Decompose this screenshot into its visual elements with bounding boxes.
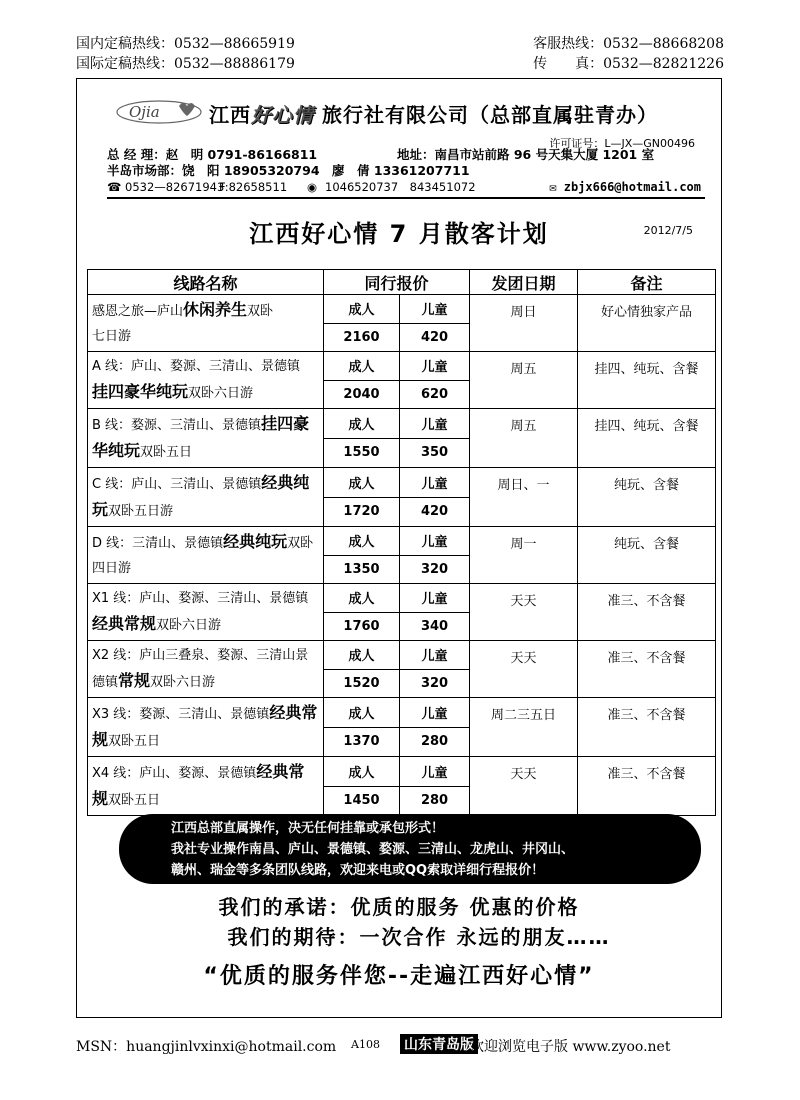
departure-days: 周五 xyxy=(470,409,578,468)
address: 地址：南昌市站前路 96 号天集大厦 1201 室 xyxy=(397,147,655,162)
adult-price: 1550 xyxy=(324,438,400,468)
table-row xyxy=(88,409,716,439)
departure-days: 天天 xyxy=(470,757,578,816)
email-address[interactable] xyxy=(549,180,701,194)
adult-price: 1350 xyxy=(324,555,400,584)
route-note: 挂四、纯玩、含餐 xyxy=(578,409,716,468)
departure-days: 周一 xyxy=(470,527,578,584)
route-note: 准三、不含餐 xyxy=(578,757,716,816)
adult-price: 2160 xyxy=(324,323,400,352)
departure-days: 周五 xyxy=(470,352,578,409)
plan-date: 2012/7/5 xyxy=(643,224,693,237)
route-name xyxy=(88,698,324,757)
route-note: 挂四、纯玩、含餐 xyxy=(578,352,716,409)
table-row xyxy=(88,352,716,381)
child-label: 儿童 xyxy=(400,295,470,324)
adult-price: 1370 xyxy=(324,727,400,757)
child-label: 儿童 xyxy=(400,352,470,381)
route-name-part: X4 线：庐山、婺源、景德镇 xyxy=(92,766,257,781)
adult-price: 1520 xyxy=(324,669,400,698)
route-name xyxy=(88,527,324,584)
route-name-suffix: 双卧五日 xyxy=(140,445,193,460)
route-name xyxy=(88,641,324,698)
adult-label: 成人 xyxy=(324,527,400,556)
plan-title: 江西好心情 7 月散客计划 xyxy=(249,220,549,248)
table-row xyxy=(88,584,716,613)
header-price: 同行报价 xyxy=(324,270,470,295)
routes-table xyxy=(87,269,716,816)
table-header-row xyxy=(88,270,716,295)
route-name-part: C 线：庐山、三清山、景德镇 xyxy=(92,477,262,492)
hotline-right xyxy=(533,34,724,74)
child-label: 儿童 xyxy=(400,757,470,787)
departure-days: 周日 xyxy=(470,295,578,352)
company-name-highlight: 好心情 xyxy=(251,103,314,127)
page-number: A108 xyxy=(351,1038,380,1051)
route-name-part: B 线：婺源、三清山、景德镇 xyxy=(92,418,262,433)
route-name xyxy=(88,352,324,409)
qq-numbers: 1046520737 843451072 xyxy=(325,180,476,194)
market-dept: 半岛市场部：饶 阳 18905320794 廖 倩 13361207711 xyxy=(107,163,470,178)
child-price: 350 xyxy=(400,438,470,468)
website-link[interactable]: 欢迎浏览电子版 www.zyoo.net xyxy=(470,1039,671,1055)
table-row xyxy=(88,641,716,670)
route-note: 准三、不含餐 xyxy=(578,698,716,757)
company-logo xyxy=(115,97,203,125)
fax-number: 传 真：0532—82821226 xyxy=(533,56,724,72)
route-name xyxy=(88,757,324,816)
promise-line-2: 我们的期待：一次合作 永远的朋友…… xyxy=(227,925,611,949)
intl-hotline: 国际定稿热线：0532—88886179 xyxy=(76,56,295,72)
email-text: zbjx666@hotmail.com xyxy=(563,180,701,194)
route-name-suffix: 双卧五日 xyxy=(108,793,161,808)
route-name-highlight: 常规 xyxy=(118,671,151,690)
route-name-highlight: 经典常规 xyxy=(92,703,318,749)
child-label: 儿童 xyxy=(400,468,470,498)
adult-price: 1450 xyxy=(324,786,400,816)
route-name-part: A 线：庐山、婺源、三清山、景德镇 xyxy=(92,359,301,374)
route-name xyxy=(88,584,324,641)
route-note: 准三、不含餐 xyxy=(578,584,716,641)
header-departure: 发团日期 xyxy=(470,270,578,295)
adult-label: 成人 xyxy=(324,641,400,670)
qq-icon: ◉ xyxy=(307,180,318,194)
adult-label: 成人 xyxy=(324,352,400,381)
route-name xyxy=(88,295,324,352)
route-name-suffix: 双卧五日游 xyxy=(108,504,174,519)
routes-body xyxy=(88,295,716,816)
promo-banner xyxy=(119,814,701,884)
table-row xyxy=(88,757,716,787)
banner-line-2: 我社专业操作南昌、庐山、景德镇、婺源、三清山、龙虎山、井冈山、 xyxy=(171,842,575,857)
route-name-highlight: 经典常规 xyxy=(92,762,305,808)
child-price: 420 xyxy=(400,497,470,527)
adult-price: 2040 xyxy=(324,380,400,409)
edition-badge: 山东青岛版 xyxy=(400,1034,478,1054)
office-phone: 0532—82671943 xyxy=(125,180,225,194)
adult-label: 成人 xyxy=(324,757,400,787)
adult-price: 1720 xyxy=(324,497,400,527)
logo-text: Ojia xyxy=(129,103,160,121)
route-name-part: 感恩之旅—庐山 xyxy=(92,304,184,319)
promise-line-1: 我们的承诺：优质的服务 优惠的价格 xyxy=(218,895,580,919)
route-name-part: X2 线：庐山三叠泉、婺源、三清山景德镇 xyxy=(92,648,309,690)
route-name-suffix: 双卧 xyxy=(247,304,274,319)
child-label: 儿童 xyxy=(400,698,470,728)
child-label: 儿童 xyxy=(400,409,470,439)
general-manager: 总 经 理：赵 明 0791-86166811 xyxy=(107,147,318,162)
company-name-a: 江西 xyxy=(209,103,251,127)
departure-days: 天天 xyxy=(470,584,578,641)
adult-price: 1760 xyxy=(324,612,400,641)
company-header xyxy=(115,97,695,127)
child-price: 320 xyxy=(400,669,470,698)
child-price: 280 xyxy=(400,727,470,757)
child-label: 儿童 xyxy=(400,641,470,670)
child-price: 420 xyxy=(400,323,470,352)
route-name-highlight: 挂四豪华纯玩 xyxy=(92,382,189,401)
route-name-line2: 七日游 xyxy=(92,329,132,344)
contact-row-2 xyxy=(107,163,707,179)
adult-label: 成人 xyxy=(324,468,400,498)
route-note: 纯玩、含餐 xyxy=(578,468,716,527)
route-name-highlight: 经典常规 xyxy=(92,614,157,633)
service-hotline: 客服热线：0532—88668208 xyxy=(533,36,724,52)
phone-icon: ☎ xyxy=(107,180,122,194)
company-name-rest: 旅行社有限公司（总部直属驻青办） xyxy=(314,103,658,127)
slogan: “优质的服务伴您--走遍江西好心情” xyxy=(203,964,595,989)
route-name-highlight: 挂四豪华纯玩 xyxy=(92,414,310,460)
header-divider xyxy=(107,197,705,199)
child-price: 280 xyxy=(400,786,470,816)
route-name-part: X3 线：婺源、三清山、景德镇 xyxy=(92,707,270,722)
child-label: 儿童 xyxy=(400,584,470,613)
footer-bar xyxy=(76,1034,724,1054)
banner-line-3: 赣州、瑞金等多条团队线路，欢迎来电或QQ索取详细行程报价！ xyxy=(171,863,545,878)
route-name-highlight: 经典纯玩 xyxy=(223,532,288,551)
route-name-part: D 线：三清山、景德镇 xyxy=(92,536,224,551)
adult-label: 成人 xyxy=(324,584,400,613)
child-price: 320 xyxy=(400,555,470,584)
heart-icon xyxy=(179,103,195,116)
route-name-highlight: 休闲养生 xyxy=(183,300,248,319)
departure-days: 周日、一 xyxy=(470,468,578,527)
route-note: 准三、不含餐 xyxy=(578,641,716,698)
office-fax: F:82658511 xyxy=(219,180,288,194)
route-name-suffix: 双卧四日游 xyxy=(92,536,314,576)
hotline-left xyxy=(76,34,295,74)
table-row xyxy=(88,468,716,498)
table-row xyxy=(88,698,716,728)
child-price: 620 xyxy=(400,380,470,409)
table-row xyxy=(88,527,716,556)
route-note: 纯玩、含餐 xyxy=(578,527,716,584)
ad-frame xyxy=(76,78,722,1018)
company-name xyxy=(209,99,658,128)
msn-contact: MSN：huangjinlvxinxi@hotmail.com xyxy=(76,1039,337,1055)
child-price: 340 xyxy=(400,612,470,641)
route-note: 好心情独家产品 xyxy=(578,295,716,352)
top-hotline-bar xyxy=(76,34,724,74)
contact-row-1 xyxy=(107,147,707,163)
adult-label: 成人 xyxy=(324,409,400,439)
route-name xyxy=(88,409,324,468)
banner-line-1: 江西总部直属操作，决无任何挂靠或承包形式！ xyxy=(171,821,445,836)
route-name-highlight: 经典纯玩 xyxy=(92,473,310,519)
route-name-part: X1 线：庐山、婺源、三清山、景德镇 xyxy=(92,591,309,606)
table-row xyxy=(88,295,716,324)
child-label: 儿童 xyxy=(400,527,470,556)
route-name-suffix: 双卧六日游 xyxy=(150,675,216,690)
header-note: 备注 xyxy=(578,270,716,295)
adult-label: 成人 xyxy=(324,698,400,728)
domestic-hotline: 国内定稿热线：0532—88665919 xyxy=(76,36,295,52)
route-name-suffix: 双卧六日游 xyxy=(188,386,254,401)
mail-icon: ✉ xyxy=(549,180,564,194)
departure-days: 天天 xyxy=(470,641,578,698)
route-name-suffix: 双卧五日 xyxy=(108,734,161,749)
adult-label: 成人 xyxy=(324,295,400,324)
header-route-name: 线路名称 xyxy=(88,270,324,295)
route-name-suffix: 双卧六日游 xyxy=(156,618,222,633)
license-number: 许可证号：L—JX—GN00496 xyxy=(549,137,695,150)
departure-days: 周二三五日 xyxy=(470,698,578,757)
route-name xyxy=(88,468,324,527)
